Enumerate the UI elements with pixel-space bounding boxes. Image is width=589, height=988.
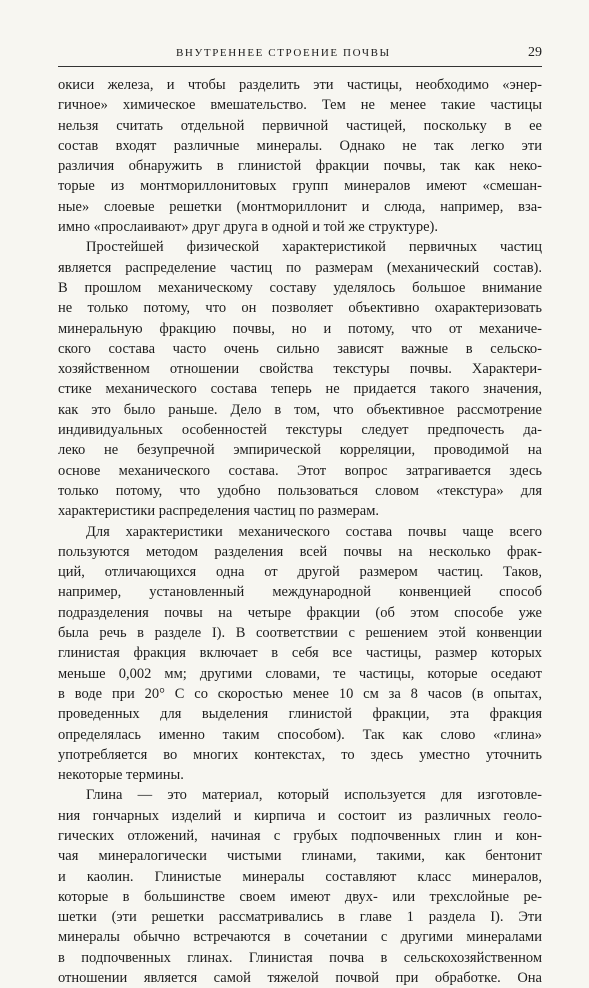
paragraph-start-line: Глина — это материал, который используется для изготовле-	[86, 787, 542, 804]
text-line: основе механического состава. Этот вопрос затрагивается здесь	[58, 462, 542, 479]
text-line: леко не безупречной эмпирической корреляции, проводимой на	[58, 442, 542, 459]
text-line: только потому, что удобно пользоваться словом «текстура» для	[58, 482, 542, 499]
text-line: например, установленный международной конвенцией способ	[58, 584, 542, 601]
text-line: определялась именно таким способом). Так как слово «глина»	[58, 726, 542, 743]
text-line: является распределение частиц по размерам (механический состав).	[58, 259, 542, 276]
text-line: гических отложений, начиная с грубых подпочвенных глин и кон-	[58, 827, 542, 844]
text-line: в воде при 20° С со скоростью менее 10 см за 8 часов (в опытах,	[58, 685, 542, 702]
text-line: стике механического состава теперь не придается такого значения,	[58, 381, 542, 398]
text-line: подразделения почвы на четыре фракции (об этом способе уже	[58, 604, 542, 621]
text-line: которые в большинстве своем имеют двух- или трехслойные ре-	[58, 888, 542, 905]
paragraph-start-line: Для характеристики механического состава почвы чаще всего	[86, 523, 542, 540]
body-text	[58, 75, 542, 988]
text-line: окиси железа, и чтобы разделить эти частицы, необходимо «энер-	[58, 77, 542, 93]
text-line: ния гончарных изделий и кирпича и состоит из различных геоло-	[58, 807, 542, 824]
text-line: глинистая фракция включает в себя все частицы, размер которых	[58, 645, 542, 662]
text-line: некоторые термины.	[58, 767, 184, 784]
page-header	[58, 44, 542, 67]
text-line: ций, отличающихся одна от другой размером частиц. Таков,	[58, 564, 542, 581]
text-line: чая минералогически чистыми глинами, такими, как бентонит	[58, 848, 542, 865]
page-number: 29	[528, 45, 542, 60]
text-line: различия обнаружить в глинистой фракции почвы, так как неко-	[58, 158, 542, 175]
text-line: минералы обычно встречаются в сочетании с другими минералами	[58, 929, 542, 946]
text-line: минеральную фракцию почвы, но и потому, что от механиче-	[58, 320, 542, 337]
text-line: меньше 0,002 мм; другими словами, те частицы, которые оседают	[58, 665, 542, 682]
text-line: отношении является самой тяжелой почвой при обработке. Она	[58, 970, 542, 987]
text-line: в подпочвенных глинах. Глинистая почва в сельскохозяйственном	[58, 949, 542, 966]
text-line: имно «прослаивают» друг друга в одной и той же структуре).	[58, 219, 438, 236]
running-head: ВНУТРЕННЕЕ СТРОЕНИЕ ПОЧВЫ	[176, 47, 391, 59]
text-line: нельзя считать отдельной первичной частицей, поскольку в ее	[58, 117, 542, 134]
text-line: как это было раньше. Дело в том, что объективное рассмотрение	[58, 401, 542, 418]
text-line: индивидуальных особенностей текстуры следует предпочесть да-	[58, 422, 542, 439]
text-line: гичное» химическое вмешательство. Тем не менее такие частицы	[58, 97, 542, 114]
paragraph-start-line: Простейшей физической характеристикой первичных частиц	[86, 239, 542, 256]
text-line: хозяйственном отношении свойства текстуры почвы. Характери-	[58, 361, 542, 378]
text-line: состав входят различные минералы. Однако не так легко эти	[58, 137, 542, 154]
text-line: проведенных для выделения глинистой фракции, эта фракция	[58, 706, 542, 723]
text-line: употребляется во многих контекстах, то здесь уместно уточнить	[58, 746, 542, 763]
text-line: В прошлом механическому составу уделялось большое внимание	[58, 279, 542, 296]
text-line: пользуются методом разделения всей почвы на несколько фрак-	[58, 543, 542, 560]
text-line: шетки (эти решетки рассматривались в главе 1 раздела I). Эти	[58, 909, 542, 926]
text-line: торые из монтмориллонитовых групп минералов имеют «смешан-	[58, 178, 542, 195]
text-line: ского состава часто очень сильно зависят важные в сельско-	[58, 340, 542, 357]
text-line: не только потому, что он позволяет объективно охарактеризовать	[58, 300, 542, 317]
text-line: была речь в разделе I). В соответствии с решением этой конвенции	[58, 625, 542, 642]
text-line: характеристики распределения частиц по размерам.	[58, 503, 380, 520]
text-line: ные» слоевые решетки (монтмориллонит и слюда, например, вза-	[58, 198, 542, 215]
text-line: и каолин. Глинистые минералы составляют класс минералов,	[58, 868, 542, 885]
